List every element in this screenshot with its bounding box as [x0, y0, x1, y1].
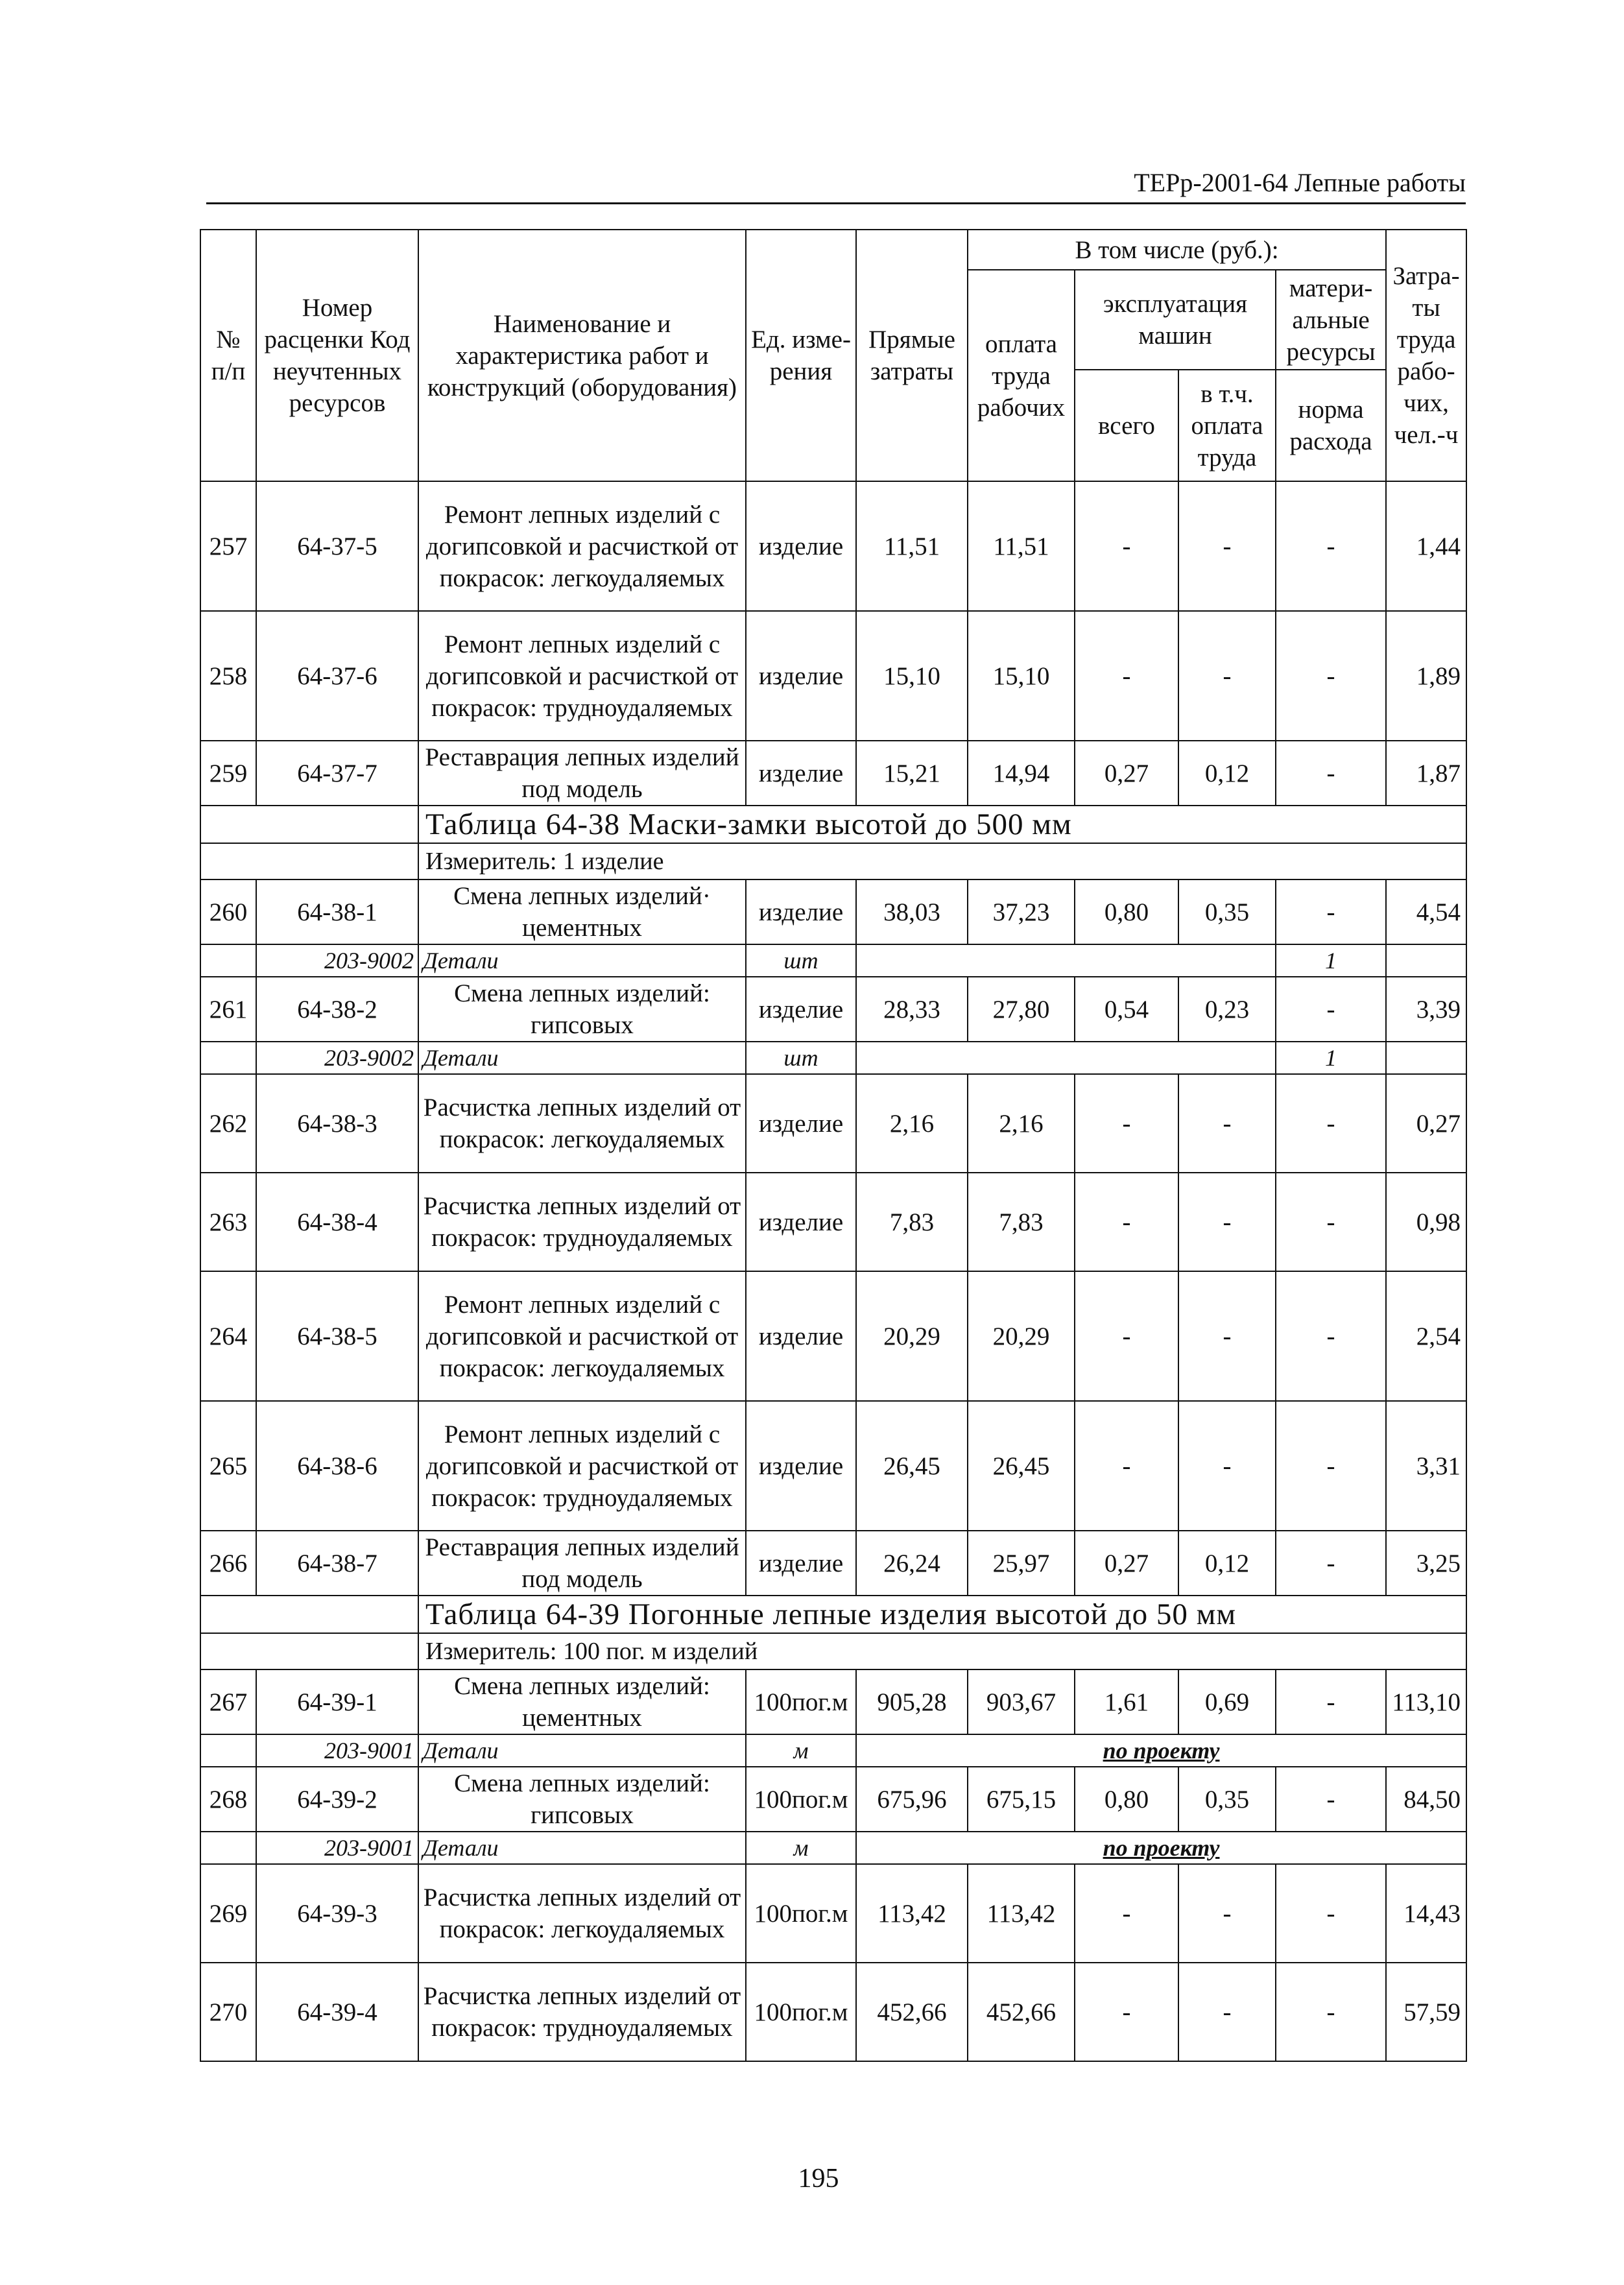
direct-costs: 675,96	[856, 1767, 968, 1832]
resource-unit: шт	[746, 944, 856, 977]
col-header-labor-pay: оплата труда рабочих	[968, 270, 1075, 481]
labor-pay: 11,51	[968, 481, 1075, 611]
work-name: Смена лепных изделий· цементных	[418, 879, 746, 944]
machines-total: -	[1075, 481, 1178, 611]
unit: изделие	[746, 1401, 856, 1531]
meter-text: Измеритель: 1 изделие	[418, 843, 1466, 879]
work-name: Ремонт лепных изделий с догипсовкой и расчисткой от покрасок: трудноудаляемых	[418, 1401, 746, 1531]
labor-hours: 14,43	[1386, 1864, 1466, 1963]
resource-code: 203-9001	[256, 1734, 418, 1767]
meter-blank	[200, 1633, 418, 1669]
row-number: 266	[200, 1531, 256, 1596]
labor-pay: 27,80	[968, 977, 1075, 1042]
materials: -	[1276, 741, 1386, 806]
materials: -	[1276, 977, 1386, 1042]
rates-table	[200, 229, 1467, 2062]
materials: -	[1276, 1173, 1386, 1271]
unit: изделие	[746, 481, 856, 611]
labor-hours: 1,87	[1386, 741, 1466, 806]
work-name: Смена лепных изделий: цементных	[418, 1669, 746, 1734]
resource-name: Детали	[418, 1832, 746, 1864]
direct-costs: 7,83	[856, 1173, 968, 1271]
resource-blank	[200, 944, 256, 977]
materials: -	[1276, 1864, 1386, 1963]
row-number: 264	[200, 1271, 256, 1401]
running-head: ТЕРр-2001-64 Лепные работы	[1134, 168, 1466, 197]
direct-costs: 38,03	[856, 879, 968, 944]
materials: -	[1276, 611, 1386, 741]
labor-pay: 113,42	[968, 1864, 1075, 1963]
meter-row	[200, 843, 1466, 879]
direct-costs: 905,28	[856, 1669, 968, 1734]
materials: -	[1276, 1271, 1386, 1401]
rate-row	[200, 977, 1466, 1042]
unit: изделие	[746, 977, 856, 1042]
machines-total: -	[1075, 1864, 1178, 1963]
unit: 100пог.м	[746, 1963, 856, 2061]
labor-pay: 675,15	[968, 1767, 1075, 1832]
table-title-row	[200, 806, 1466, 843]
rate-row	[200, 481, 1466, 611]
resource-empty	[856, 944, 1276, 977]
machines-labor: 0,23	[1178, 977, 1276, 1042]
table-title-row	[200, 1596, 1466, 1633]
labor-pay: 37,23	[968, 879, 1075, 944]
work-name: Реставрация лепных изделий под модель	[418, 741, 746, 806]
rate-code: 64-38-2	[256, 977, 418, 1042]
resource-unit: шт	[746, 1042, 856, 1074]
work-name: Расчистка лепных изделий от покрасок: трудноудаляемых	[418, 1963, 746, 2061]
labor-hours: 3,39	[1386, 977, 1466, 1042]
rate-row	[200, 1401, 1466, 1531]
machines-labor: -	[1178, 611, 1276, 741]
rate-code: 64-38-4	[256, 1173, 418, 1271]
labor-hours: 1,89	[1386, 611, 1466, 741]
col-header-materials-norm: норма расхода	[1276, 370, 1386, 481]
machines-total: 0,80	[1075, 1767, 1178, 1832]
col-header-incl: В том числе (руб.):	[968, 230, 1386, 270]
row-number: 258	[200, 611, 256, 741]
resource-name: Детали	[418, 944, 746, 977]
work-name: Расчистка лепных изделий от покрасок: легкоудаляемых	[418, 1864, 746, 1963]
unit: изделие	[746, 1531, 856, 1596]
machines-total: -	[1075, 1074, 1178, 1173]
work-name: Расчистка лепных изделий от покрасок: легкоудаляемых	[418, 1074, 746, 1173]
materials: -	[1276, 879, 1386, 944]
header-rule	[206, 202, 1466, 204]
unit: изделие	[746, 1271, 856, 1401]
direct-costs: 20,29	[856, 1271, 968, 1401]
col-header-materials: матери- альные ресурсы	[1276, 270, 1386, 370]
row-number: 259	[200, 741, 256, 806]
rate-code: 64-38-6	[256, 1401, 418, 1531]
resource-norm: по проекту	[856, 1832, 1466, 1864]
work-name: Смена лепных изделий: гипсовых	[418, 977, 746, 1042]
resource-code: 203-9002	[256, 944, 418, 977]
col-header-name: Наименование и характеристика работ и конструкций (оборудования)	[418, 230, 746, 481]
unit: изделие	[746, 1173, 856, 1271]
rate-row	[200, 1864, 1466, 1963]
resource-empty	[856, 1042, 1276, 1074]
rate-row	[200, 1767, 1466, 1832]
rate-row	[200, 879, 1466, 944]
unit: 100пог.м	[746, 1669, 856, 1734]
machines-labor: 0,12	[1178, 741, 1276, 806]
machines-total: -	[1075, 1401, 1178, 1531]
labor-hours: 3,25	[1386, 1531, 1466, 1596]
rate-row	[200, 1963, 1466, 2061]
work-name: Ремонт лепных изделий с догипсовкой и расчисткой от покрасок: легкоудаляемых	[418, 1271, 746, 1401]
machines-total: -	[1075, 1963, 1178, 2061]
machines-labor: -	[1178, 1963, 1276, 2061]
resource-blank	[200, 1832, 256, 1864]
resource-name: Детали	[418, 1042, 746, 1074]
materials: -	[1276, 1074, 1386, 1173]
table-title-blank	[200, 806, 418, 843]
unit: изделие	[746, 1074, 856, 1173]
col-header-direct: Прямые затраты	[856, 230, 968, 481]
unit: изделие	[746, 611, 856, 741]
rate-code: 64-39-2	[256, 1767, 418, 1832]
rate-row	[200, 1531, 1466, 1596]
work-name: Расчистка лепных изделий от покрасок: трудноудаляемых	[418, 1173, 746, 1271]
resource-row	[200, 1832, 1466, 1864]
rate-row	[200, 741, 1466, 806]
meter-row	[200, 1633, 1466, 1669]
row-number: 263	[200, 1173, 256, 1271]
rate-row	[200, 1173, 1466, 1271]
rate-code: 64-38-5	[256, 1271, 418, 1401]
machines-labor: -	[1178, 1271, 1276, 1401]
row-number: 268	[200, 1767, 256, 1832]
labor-pay: 903,67	[968, 1669, 1075, 1734]
rate-row	[200, 611, 1466, 741]
direct-costs: 26,24	[856, 1531, 968, 1596]
work-name: Смена лепных изделий: гипсовых	[418, 1767, 746, 1832]
direct-costs: 26,45	[856, 1401, 968, 1531]
work-name: Ремонт лепных изделий с догипсовкой и расчисткой от покрасок: трудноудаляемых	[418, 611, 746, 741]
machines-total: 0,54	[1075, 977, 1178, 1042]
labor-hours: 1,44	[1386, 481, 1466, 611]
row-number: 260	[200, 879, 256, 944]
labor-hours: 84,50	[1386, 1767, 1466, 1832]
direct-costs: 113,42	[856, 1864, 968, 1963]
labor-pay: 14,94	[968, 741, 1075, 806]
machines-total: -	[1075, 611, 1178, 741]
machines-total: 0,80	[1075, 879, 1178, 944]
resource-row	[200, 1734, 1466, 1767]
labor-hours: 2,54	[1386, 1271, 1466, 1401]
machines-labor: -	[1178, 1074, 1276, 1173]
work-name: Ремонт лепных изделий с догипсовкой и расчисткой от покрасок: легкоудаляемых	[418, 481, 746, 611]
direct-costs: 28,33	[856, 977, 968, 1042]
resource-empty-last	[1386, 944, 1466, 977]
resource-name: Детали	[418, 1734, 746, 1767]
materials: -	[1276, 1401, 1386, 1531]
rate-row	[200, 1271, 1466, 1401]
labor-hours: 113,10	[1386, 1669, 1466, 1734]
col-header-machines: эксплуатация машин	[1075, 270, 1276, 370]
rate-code: 64-38-3	[256, 1074, 418, 1173]
labor-hours: 4,54	[1386, 879, 1466, 944]
resource-unit: м	[746, 1734, 856, 1767]
labor-hours: 3,31	[1386, 1401, 1466, 1531]
resource-norm: по проекту	[856, 1734, 1466, 1767]
col-header-num: № п/п	[200, 230, 256, 481]
machines-labor: -	[1178, 1173, 1276, 1271]
labor-pay: 26,45	[968, 1401, 1075, 1531]
row-number: 262	[200, 1074, 256, 1173]
labor-pay: 15,10	[968, 611, 1075, 741]
machines-labor: -	[1178, 481, 1276, 611]
machines-total: 0,27	[1075, 741, 1178, 806]
meter-text: Измеритель: 100 пог. м изделий	[418, 1633, 1466, 1669]
machines-labor: 0,69	[1178, 1669, 1276, 1734]
machines-total: -	[1075, 1271, 1178, 1401]
labor-hours: 57,59	[1386, 1963, 1466, 2061]
labor-pay: 25,97	[968, 1531, 1075, 1596]
table-title-blank	[200, 1596, 418, 1633]
resource-row	[200, 1042, 1466, 1074]
materials: -	[1276, 1963, 1386, 2061]
direct-costs: 15,10	[856, 611, 968, 741]
rate-code: 64-39-3	[256, 1864, 418, 1963]
rate-row	[200, 1669, 1466, 1734]
page-number: 195	[798, 2164, 839, 2194]
rate-code: 64-39-1	[256, 1669, 418, 1734]
col-header-labor-cost: Затра- ты труда рабо- чих, чел.-ч	[1386, 230, 1466, 481]
machines-total: -	[1075, 1173, 1178, 1271]
resource-code: 203-9001	[256, 1832, 418, 1864]
unit: изделие	[746, 741, 856, 806]
resource-blank	[200, 1734, 256, 1767]
resource-empty-last	[1386, 1042, 1466, 1074]
resource-unit: м	[746, 1832, 856, 1864]
table-title: Таблица 64-39 Погонные лепные изделия высотой до 50 мм	[418, 1596, 1466, 1633]
meter-blank	[200, 843, 418, 879]
materials: -	[1276, 1669, 1386, 1734]
labor-pay: 20,29	[968, 1271, 1075, 1401]
resource-norm: 1	[1276, 944, 1386, 977]
col-header-code: Номер расценки Код неучтенных ресурсов	[256, 230, 418, 481]
resource-code: 203-9002	[256, 1042, 418, 1074]
rate-code: 64-38-7	[256, 1531, 418, 1596]
machines-labor: 0,12	[1178, 1531, 1276, 1596]
rate-code: 64-37-6	[256, 611, 418, 741]
unit: 100пог.м	[746, 1767, 856, 1832]
row-number: 261	[200, 977, 256, 1042]
col-header-machines-labor: в т.ч. оплата труда	[1178, 370, 1276, 481]
materials: -	[1276, 481, 1386, 611]
unit: изделие	[746, 879, 856, 944]
row-number: 265	[200, 1401, 256, 1531]
row-number: 267	[200, 1669, 256, 1734]
machines-labor: 0,35	[1178, 879, 1276, 944]
labor-hours: 0,98	[1386, 1173, 1466, 1271]
row-number: 257	[200, 481, 256, 611]
direct-costs: 452,66	[856, 1963, 968, 2061]
rate-code: 64-38-1	[256, 879, 418, 944]
rate-code: 64-39-4	[256, 1963, 418, 2061]
labor-pay: 452,66	[968, 1963, 1075, 2061]
rate-code: 64-37-7	[256, 741, 418, 806]
machines-labor: 0,35	[1178, 1767, 1276, 1832]
rate-code: 64-37-5	[256, 481, 418, 611]
direct-costs: 11,51	[856, 481, 968, 611]
unit: 100пог.м	[746, 1864, 856, 1963]
resource-norm: 1	[1276, 1042, 1386, 1074]
materials: -	[1276, 1767, 1386, 1832]
rate-row	[200, 1074, 1466, 1173]
row-number: 270	[200, 1963, 256, 2061]
machines-labor: -	[1178, 1864, 1276, 1963]
work-name: Реставрация лепных изделий под модель	[418, 1531, 746, 1596]
row-number: 269	[200, 1864, 256, 1963]
labor-hours: 0,27	[1386, 1074, 1466, 1173]
machines-total: 1,61	[1075, 1669, 1178, 1734]
col-header-unit: Ед. изме- рения	[746, 230, 856, 481]
labor-pay: 2,16	[968, 1074, 1075, 1173]
resource-row	[200, 944, 1466, 977]
direct-costs: 15,21	[856, 741, 968, 806]
col-header-machines-total: всего	[1075, 370, 1178, 481]
rates-body	[200, 481, 1466, 2061]
direct-costs: 2,16	[856, 1074, 968, 1173]
machines-total: 0,27	[1075, 1531, 1178, 1596]
materials: -	[1276, 1531, 1386, 1596]
table-title: Таблица 64-38 Маски-замки высотой до 500 мм	[418, 806, 1466, 843]
labor-pay: 7,83	[968, 1173, 1075, 1271]
resource-blank	[200, 1042, 256, 1074]
machines-labor: -	[1178, 1401, 1276, 1531]
